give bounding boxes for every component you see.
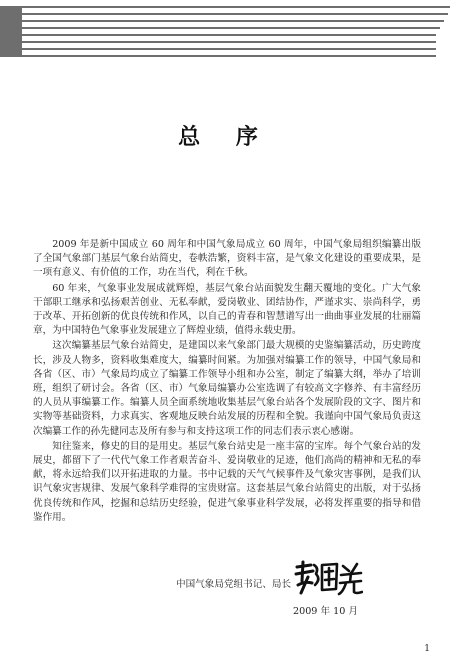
signer-title: 中国气象局党组书记、局长 [176, 579, 292, 590]
page-number: 1 [424, 644, 430, 654]
paragraph: 这次编纂基层气象台站简史，是建国以来气象部门最大规模的史鉴编纂活动，历史跨度长，涉及人物多，资料收集难度大，编纂时间紧。为加强对编纂工作的领导，中国气象局和各省（区、市）气象局均成立了编纂工作领导小组和办公室，制定了编纂大纲，举办了培训班，组织了研讨会。各省（区、市）气象局编纂办公室选调了有较高文字修养、有丰富经历的人员从事编纂工作。编纂人员全面系统地收集基层气象台站各个发展阶段的文字、图片和实物等基础资料，力求真实、客观地反映台站发展的历程和全貌。我谨向中国气象局负责这次编纂工作的孙先健同志及所有参与和支持这项工作的同志们表示衷心感谢。 [33, 340, 421, 437]
paragraph: 2009 年是新中国成立 60 周年和中国气象局成立 60 周年，中国气象局组织编纂出版了全国气象部门基层气象台站简史，卷帙浩繁，资料丰富，是气象文化建设的重要成果，是一项有意义、有价值的工作，功在当代，利在千秋。 [33, 239, 421, 279]
header-rule [0, 6, 450, 8]
header-rule [0, 34, 436, 36]
paragraph: 知往鉴来，修史的目的是用史。基层气象台站史是一座丰富的宝库。每个气象台站的发展史，都留下了一代代气象工作者艰苦奋斗、爱岗敬业的足迹，他们高尚的精神和无私的奉献，将永远给我们以开拓进取的力量。书中记载的天气气候事件及气象灾害事例，是我们认识气象灾害规律、发展气象科学难得的宝贵财富。这套基层气象台站简史的出版，对于弘扬优良传统和作风，挖掘和总结历史经验，促进气象事业科学发展，必将发挥重要的指导和借鉴作用。 [33, 440, 421, 523]
header-rule [0, 27, 440, 29]
header-rule [0, 55, 436, 57]
preface-date: 2009 年 10 月 [293, 606, 358, 617]
page-title: 总 序 [178, 124, 272, 150]
preface-body [33, 238, 421, 526]
handwritten-signature [293, 559, 363, 597]
header-rule [0, 48, 436, 50]
paragraph: 60 年来，气象事业发展成就辉煌，基层气象台站面貌发生翻天覆地的变化。广大气象干部职工继承和弘扬艰苦创业、无私奉献，爱岗敬业、团结协作，严谨求实、崇尚科学，勇于改革、开拓创新的优良传统和作风，以自己的青春和智慧谱写出一曲曲事业发展的壮丽篇章，为中国特色气象事业发展建立了辉煌业绩，值得永载史册。 [33, 282, 421, 337]
header-rule [0, 13, 448, 15]
header-rule [0, 41, 436, 43]
header-rule [0, 20, 444, 22]
decorative-header-band [0, 0, 450, 64]
